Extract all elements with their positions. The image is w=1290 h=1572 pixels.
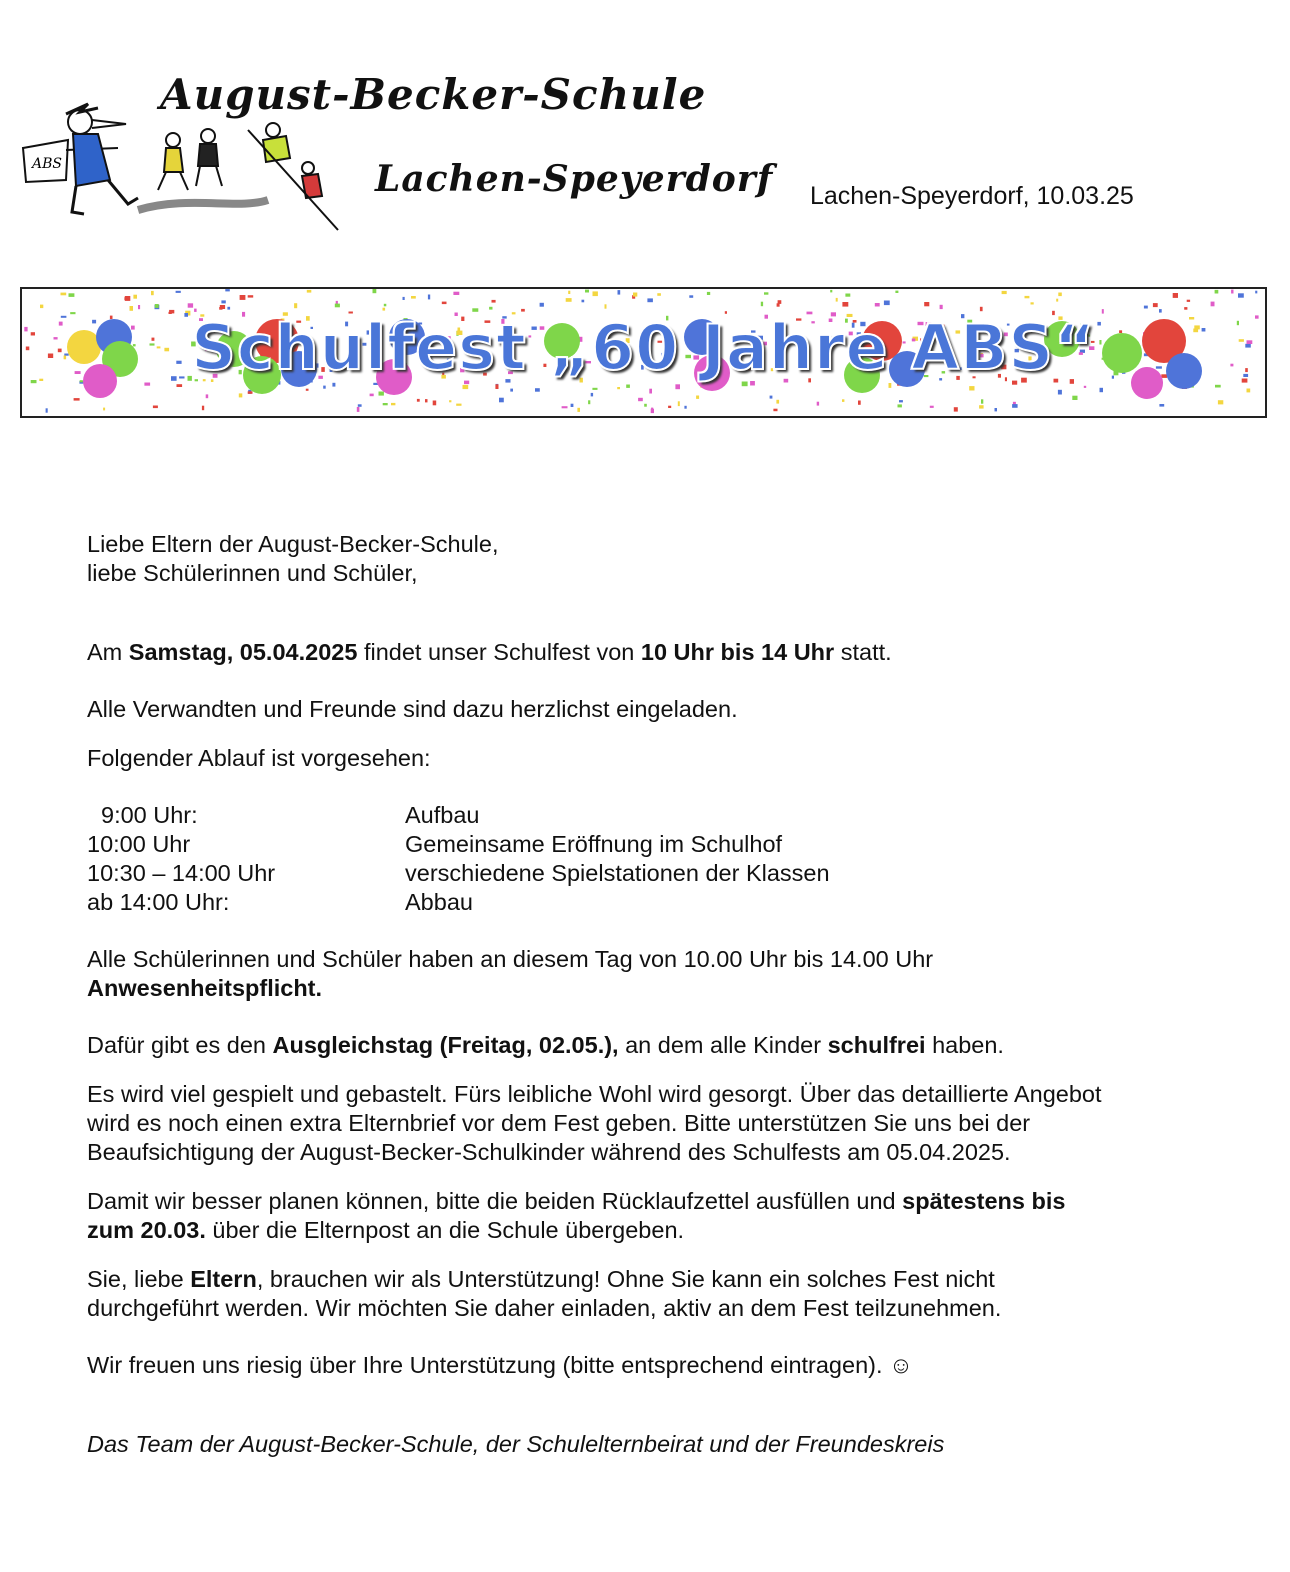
confetti-piece <box>1100 388 1104 392</box>
confetti-piece <box>1144 306 1148 309</box>
confetti-piece <box>566 298 572 302</box>
confetti-piece <box>585 290 589 293</box>
confetti-piece <box>357 407 360 412</box>
confetti-piece <box>1031 302 1034 304</box>
confetti-piece <box>453 292 459 295</box>
confetti-piece <box>219 307 222 310</box>
confetti-piece <box>1218 400 1223 404</box>
confetti-piece <box>177 384 183 387</box>
confetti-piece <box>69 293 75 297</box>
confetti-piece <box>103 408 105 411</box>
confetti-piece <box>540 303 544 307</box>
confetti-piece <box>240 295 246 300</box>
confetti-piece <box>845 294 850 297</box>
confetti-piece <box>773 409 777 412</box>
confetti-piece <box>248 295 254 297</box>
confetti-piece <box>836 298 838 302</box>
event-time: 10 Uhr bis 14 Uhr <box>640 639 835 665</box>
confetti-piece <box>830 290 832 293</box>
school-name: August-Becker-Schule <box>160 70 707 119</box>
parents-support-paragraph: Sie, liebe Eltern, brauchen wir als Unterstützung! Ohne Sie kann ein solches Fest nicht durchgeführt werden. Wir möchten Sie daher einladen, aktiv an dem Fest teilzunehmen. <box>87 1266 1002 1321</box>
confetti-piece <box>776 400 779 404</box>
festival-banner <box>20 287 1267 418</box>
confetti-piece <box>248 391 253 394</box>
confetti-piece <box>151 291 154 295</box>
confetti-piece <box>379 392 384 396</box>
confetti-piece <box>433 401 437 406</box>
attendance-paragraph: Alle Schülerinnen und Schüler haben an diesem Tag von 10.00 Uhr bis 14.00 Uhr Anwesenheitspflicht. <box>87 946 934 1001</box>
confetti-piece <box>1084 386 1086 388</box>
confetti-piece <box>155 304 159 308</box>
confetti-piece <box>133 295 137 299</box>
confetti-piece <box>875 303 880 307</box>
confetti-piece <box>46 408 48 412</box>
confetti-piece <box>770 396 773 399</box>
confetti-piece <box>425 399 428 402</box>
confetti-piece <box>1056 299 1058 302</box>
attendance-requirement: Anwesenheitspflicht. <box>87 975 323 1001</box>
confetti-piece <box>668 406 671 408</box>
event-date-paragraph: Am Samstag, 05.04.2025 findet unser Schulfest von 10 Uhr bis 14 Uhr statt. <box>87 639 892 665</box>
confetti-piece <box>617 387 620 389</box>
confetti-piece <box>638 398 643 401</box>
confetti-piece <box>225 289 230 291</box>
letter-body <box>87 530 1187 1459</box>
confetti-piece <box>202 406 204 411</box>
confetti-piece <box>940 305 943 309</box>
confetti-piece <box>74 398 80 401</box>
confetti-piece <box>582 300 585 303</box>
confetti-piece <box>1215 385 1221 388</box>
confetti-piece <box>898 404 902 407</box>
confetti-piece <box>817 402 819 406</box>
confetti-piece <box>1002 291 1007 294</box>
confetti-piece <box>428 295 430 300</box>
confetti-piece <box>605 304 607 308</box>
confetti-piece <box>562 406 568 408</box>
confetti-piece <box>358 404 362 407</box>
confetti-piece <box>657 293 661 296</box>
confetti-piece <box>417 399 420 402</box>
confetti-piece <box>649 389 652 394</box>
confetti-piece <box>979 405 984 408</box>
confetti-piece <box>592 388 597 390</box>
confetti-piece <box>40 305 43 309</box>
confetti-piece <box>577 408 580 412</box>
confetti-piece <box>335 304 340 308</box>
confetti-piece <box>176 291 181 293</box>
confetti-piece <box>633 293 637 297</box>
confetti-piece <box>969 386 974 390</box>
logo-flag-text: ABS <box>32 156 62 172</box>
confetti-piece <box>442 302 447 305</box>
schedule-activity: verschiedene Spielstationen der Klassen <box>405 860 830 886</box>
confetti-piece <box>510 389 513 392</box>
confetti-piece <box>125 296 131 301</box>
confetti-piece <box>384 304 387 307</box>
confetti-piece <box>707 292 710 295</box>
greeting-line-1: Liebe Eltern der August-Becker-Schule, <box>87 531 499 557</box>
confetti-piece <box>764 292 768 294</box>
confetti-piece <box>138 305 140 309</box>
confetti-piece <box>1072 396 1077 400</box>
confetti-piece <box>981 399 983 403</box>
confetti-piece <box>489 307 492 310</box>
return-slip-paragraph: Damit wir besser planen können, bitte die beiden Rücklaufzettel ausfüllen und spätestens bis zum 20.03. über die Elternpost an die Schule übergeben. <box>87 1188 1066 1243</box>
confetti-piece <box>1159 404 1164 407</box>
schedule-intro: Folgender Ablauf ist vorgesehen: <box>87 745 431 771</box>
confetti-piece <box>568 291 570 294</box>
confetti-piece <box>403 297 405 300</box>
confetti-piece <box>675 384 680 389</box>
confetti-piece <box>689 295 693 298</box>
confetti-piece <box>294 303 297 308</box>
confetti-piece <box>239 393 243 397</box>
confetti-piece <box>1247 389 1251 393</box>
confetti-piece <box>696 396 699 399</box>
confetti-piece <box>626 385 630 388</box>
confetti-piece <box>1211 302 1215 307</box>
schedule-time: 9:00 Uhr: <box>101 802 198 828</box>
confetti-piece <box>61 293 67 296</box>
confetti-piece <box>1215 290 1219 294</box>
place-date: Lachen-Speyerdorf, 10.03.25 <box>810 182 1134 210</box>
confetti-piece <box>492 300 496 303</box>
confetti-piece <box>206 394 209 398</box>
confetti-piece <box>449 400 451 402</box>
confetti-piece <box>153 406 158 409</box>
school-logo <box>18 100 358 240</box>
schedule-time: 10:30 – 14:00 Uhr <box>87 860 276 886</box>
confetti-piece <box>535 388 540 392</box>
confetti-piece <box>761 302 763 307</box>
schedule-time: 10:00 Uhr <box>87 831 191 857</box>
confetti-piece <box>323 386 326 389</box>
confetti-piece <box>499 398 504 403</box>
greeting-line-2: liebe Schülerinnen und Schüler, <box>87 560 418 586</box>
confetti-piece <box>373 289 377 293</box>
confetti-piece <box>778 300 782 304</box>
confetti-piece <box>858 401 861 405</box>
confetti-piece <box>463 385 469 389</box>
confetti-piece <box>391 403 395 405</box>
confetti-piece <box>383 403 388 405</box>
activities-paragraph: Es wird viel gespielt und gebastelt. Fürs leibliche Wohl wird gesorgt. Über das detaillierte Angebot wird es noch einen extra Elternbrief vor dem Fest geben. Bitte unterstützen Sie uns bei der Beaufsichtigung der August-Becker-Schulkinder während des Schulfests am 05.04.2025. <box>87 1081 1102 1165</box>
confetti-piece <box>895 291 898 293</box>
banner-title: Schulfest „60 Jahre ABS“ <box>191 311 1096 384</box>
confetti-piece <box>1238 293 1244 297</box>
confetti-piece <box>1173 293 1178 298</box>
event-date: Samstag, 05.04.2025 <box>128 639 358 665</box>
compensation-paragraph: Dafür gibt es den Ausgleichstag (Freitag, 02.05.), an dem alle Kinder schulfrei haben. <box>87 1032 1004 1058</box>
schedule-activity: Aufbau <box>405 802 480 828</box>
confetti-piece <box>1058 390 1062 395</box>
confetti-piece <box>1058 293 1062 297</box>
confetti-piece <box>842 399 844 402</box>
logo-illustration <box>18 100 358 240</box>
confetti-piece <box>495 384 498 389</box>
confetti-piece <box>188 303 193 307</box>
confetti-piece <box>588 400 590 404</box>
confetti-piece <box>954 407 958 411</box>
confetti-piece <box>1231 290 1233 294</box>
confetti-piece <box>411 296 416 299</box>
confetti-piece <box>306 389 309 391</box>
confetti-piece <box>1187 300 1190 302</box>
confetti-piece <box>456 404 461 406</box>
signature: Das Team der August-Becker-Schule, der Schulelternbeirat und der Freundeskreis <box>87 1431 945 1457</box>
confetti-piece <box>370 394 374 397</box>
confetti-piece <box>571 404 574 407</box>
confetti-piece <box>1153 303 1158 307</box>
confetti-piece <box>1184 307 1187 310</box>
schedule-table <box>87 801 1187 917</box>
schedule-activity: Abbau <box>405 889 473 915</box>
confetti-piece <box>1255 291 1257 294</box>
schedule-time: ab 14:00 Uhr: <box>87 889 230 915</box>
confetti-piece <box>591 393 593 397</box>
confetti-piece <box>678 401 680 406</box>
confetti-piece <box>227 307 230 310</box>
invitation-paragraph: Alle Verwandten und Freunde sind dazu herzlichst eingeladen. <box>87 696 738 722</box>
confetti-piece <box>221 300 225 303</box>
confetti-piece <box>644 404 647 407</box>
schedule-activity: Gemeinsame Eröffnung im Schulhof <box>405 831 783 857</box>
confetti-piece <box>618 290 621 295</box>
confetti-piece <box>651 409 654 413</box>
confetti-piece <box>684 406 686 409</box>
confetti-piece <box>307 290 312 293</box>
confetti-piece <box>842 302 848 307</box>
confetti-piece <box>1012 404 1018 408</box>
school-town: Lachen-Speyerdorf <box>375 158 774 200</box>
confetti-piece <box>884 301 890 306</box>
confetti-piece <box>899 400 903 402</box>
confetti-piece <box>1025 296 1030 298</box>
thanks-paragraph: Wir freuen uns riesig über Ihre Unterstützung (bitte entsprechend eintragen). ☺ <box>87 1352 914 1378</box>
confetti-piece <box>930 406 934 408</box>
confetti-piece <box>647 298 653 302</box>
confetti-piece <box>924 302 929 306</box>
confetti-piece <box>593 291 598 296</box>
confetti-piece <box>995 408 998 411</box>
